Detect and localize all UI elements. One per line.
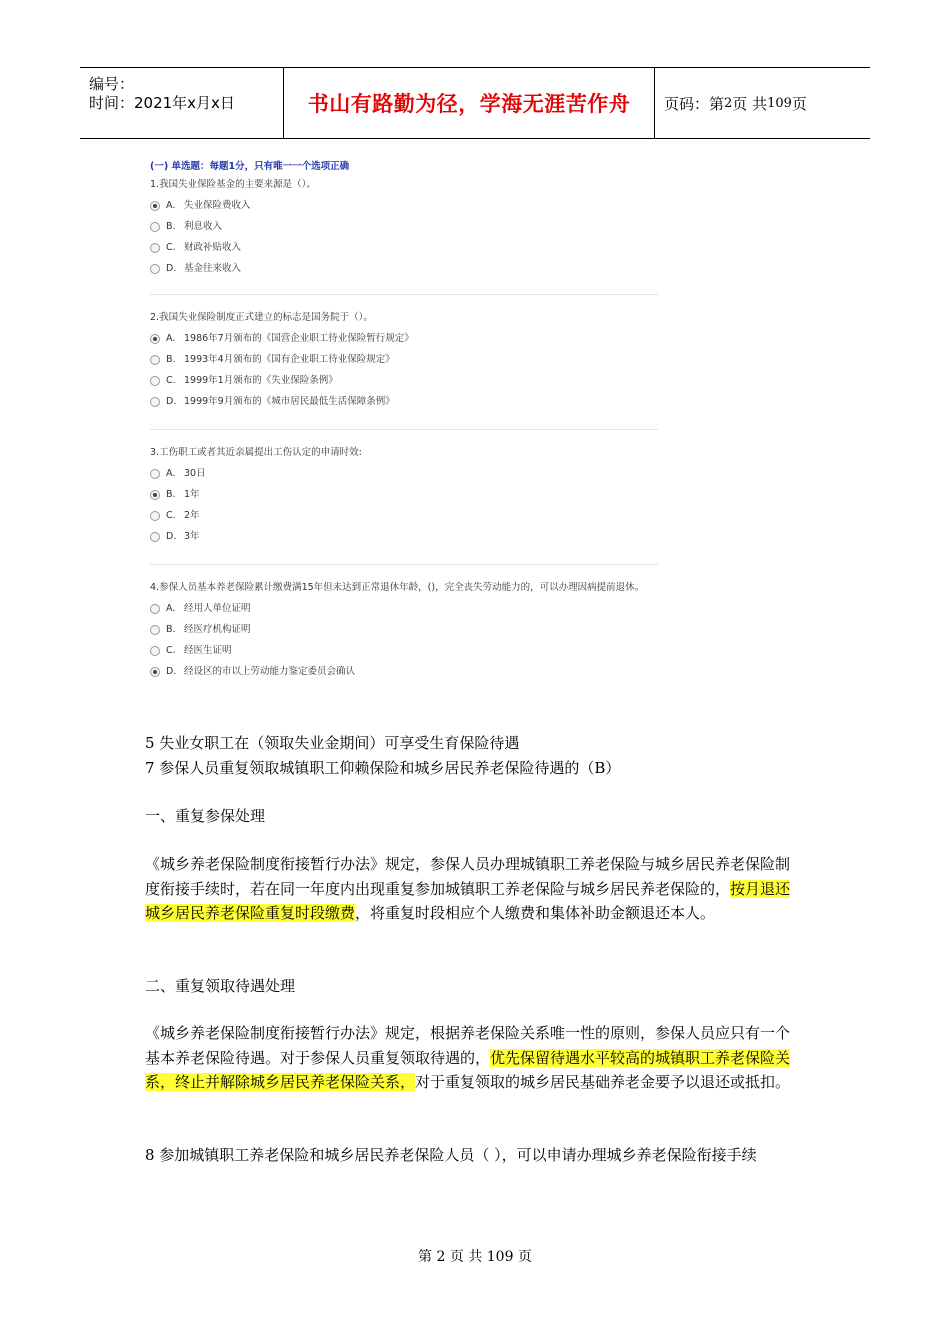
heading-repeat-insurance: 一、重复参保处理 <box>145 807 266 825</box>
document-date: 时间：2021年x月x日 <box>89 94 235 112</box>
page-suffix: 页 <box>791 94 807 113</box>
page-footer: 第 2 页 共 109 页 <box>418 1249 532 1265</box>
radio-icon[interactable] <box>150 469 160 479</box>
question-2 <box>150 308 660 412</box>
paragraph-repeat-insurance <box>145 852 800 926</box>
option-text: 30日 <box>184 468 206 479</box>
question-3 <box>150 443 660 547</box>
option-text: 经医疗机构证明 <box>184 624 251 635</box>
option-key: A. <box>166 468 176 479</box>
option-text: 经用人单位证明 <box>184 603 251 614</box>
option-b[interactable] <box>150 349 660 370</box>
option-key: D. <box>166 531 177 542</box>
option-text: 1993年4月颁布的《国有企业职工待业保险规定》 <box>184 354 395 365</box>
highlighted-text: 按月退还城乡居民养老保险重复时段缴费 <box>145 879 791 922</box>
page-prefix: 页码：第 <box>664 94 725 113</box>
option-c[interactable] <box>150 237 660 258</box>
radio-selected-icon[interactable] <box>150 201 160 211</box>
option-key: B. <box>166 489 176 500</box>
option-key: D. <box>166 396 177 407</box>
header-motto-cell <box>284 68 655 138</box>
option-a[interactable] <box>150 463 660 484</box>
question-divider <box>150 564 658 565</box>
answer-line-5: 5 失业女职工在（领取失业金期间）可享受生育保险待遇 <box>145 734 520 752</box>
option-key: C. <box>166 375 176 386</box>
option-key: A. <box>166 200 176 211</box>
option-key: C. <box>166 645 176 656</box>
option-text: 1986年7月颁布的《国营企业职工待业保险暂行规定》 <box>184 333 414 344</box>
question-divider <box>150 429 658 430</box>
option-d[interactable] <box>150 258 660 279</box>
option-a[interactable] <box>150 195 660 216</box>
document-id-label: 编号： <box>89 75 135 93</box>
motto: 书山有路勤为径，学海无涯苦作舟 <box>307 92 631 116</box>
option-key: D. <box>166 263 177 274</box>
option-a[interactable] <box>150 328 660 349</box>
page-total: 109 <box>767 95 792 111</box>
question-divider <box>150 294 658 295</box>
radio-icon[interactable] <box>150 511 160 521</box>
page-mid: 页 共 <box>732 94 768 113</box>
option-b[interactable] <box>150 619 660 640</box>
page-header <box>80 67 870 139</box>
option-text: 经设区的市以上劳动能力鉴定委员会确认 <box>184 666 356 677</box>
question-8: 8 参加城镇职工养老保险和城乡居民养老保险人员（ ），可以申请办理城乡养老保险衔接手续 <box>145 1146 757 1164</box>
option-key: A. <box>166 333 176 344</box>
paragraph-text: ，将重复时段相应个人缴费和集体补助金额退还本人。 <box>355 904 716 922</box>
question-stem: 2.我国失业保险制度正式建立的标志是国务院于（）。 <box>150 312 373 323</box>
option-key: B. <box>166 354 176 365</box>
heading-repeat-benefits: 二、重复领取待遇处理 <box>145 977 296 995</box>
quiz-screenshot <box>145 150 665 690</box>
paragraph-text: 《城乡养老保险制度衔接暂行办法》规定，参保人员办理城镇职工养老保险与城乡居民养老保险制度衔接手续时，若在同一年度内出现重复参加城镇职工养老保险与城乡居民养老保险的， <box>145 855 791 898</box>
option-key: A. <box>166 603 176 614</box>
option-text: 经医生证明 <box>184 645 232 656</box>
option-text: 3年 <box>184 531 200 542</box>
radio-icon[interactable] <box>150 397 160 407</box>
question-4 <box>150 578 660 682</box>
question-stem: 3.工伤职工或者其近亲属提出工伤认定的申请时效: <box>150 447 362 458</box>
option-key: C. <box>166 510 176 521</box>
page-number: 2 <box>724 95 733 111</box>
option-text: 利息收入 <box>184 221 223 232</box>
paragraph-repeat-benefits <box>145 1021 800 1095</box>
radio-selected-icon[interactable] <box>150 334 160 344</box>
option-key: B. <box>166 624 176 635</box>
paragraph-text: 对于重复领取的城乡居民基础养老金要予以退还或抵扣。 <box>415 1073 791 1091</box>
option-a[interactable] <box>150 598 660 619</box>
section-title: (一) 单选题：每题1分，只有唯一一个选项正确 <box>150 161 350 172</box>
option-text: 1999年1月颁布的《失业保险条例》 <box>184 375 338 386</box>
radio-icon[interactable] <box>150 646 160 656</box>
radio-icon[interactable] <box>150 604 160 614</box>
header-page-info <box>655 68 870 138</box>
option-text: 2年 <box>184 510 200 521</box>
paragraph-text: 《城乡养老保险制度衔接暂行办法》规定，根据养老保险关系唯一性的原则，参保人员应只有一个基本养老保险待遇。对于参保人员重复领取待遇的， <box>145 1024 791 1067</box>
answer-line-7: 7 参保人员重复领取城镇职工仰赖保险和城乡居民养老保险待遇的（B） <box>145 759 621 777</box>
option-d[interactable] <box>150 661 660 682</box>
radio-icon[interactable] <box>150 376 160 386</box>
header-meta <box>80 68 284 138</box>
option-c[interactable] <box>150 640 660 661</box>
radio-selected-icon[interactable] <box>150 667 160 677</box>
option-text: 1年 <box>184 489 200 500</box>
option-text: 基金往来收入 <box>184 263 242 274</box>
option-key: B. <box>166 221 176 232</box>
option-text: 1999年9月颁布的《城市居民最低生活保障条例》 <box>184 396 395 407</box>
radio-icon[interactable] <box>150 264 160 274</box>
option-d[interactable] <box>150 526 660 547</box>
option-c[interactable] <box>150 370 660 391</box>
highlighted-text: 优先保留待遇水平较高的城镇职工养老保险关系，终止并解除城乡居民养老保险关系， <box>145 1048 791 1091</box>
option-d[interactable] <box>150 391 660 412</box>
question-stem: 4.参保人员基本养老保险累计缴费满15年但未达到正常退休年龄，()，完全丧失劳动能力的，可以办理因病提前退休。 <box>150 582 645 593</box>
option-key: C. <box>166 242 176 253</box>
radio-icon[interactable] <box>150 243 160 253</box>
option-c[interactable] <box>150 505 660 526</box>
option-text: 失业保险费收入 <box>184 200 251 211</box>
radio-selected-icon[interactable] <box>150 490 160 500</box>
radio-icon[interactable] <box>150 625 160 635</box>
radio-icon[interactable] <box>150 532 160 542</box>
question-stem: 1.我国失业保险基金的主要来源是（）。 <box>150 179 316 190</box>
radio-icon[interactable] <box>150 355 160 365</box>
question-1 <box>150 175 660 279</box>
option-text: 财政补贴收入 <box>184 242 242 253</box>
option-b[interactable] <box>150 484 660 505</box>
option-b[interactable] <box>150 216 660 237</box>
radio-icon[interactable] <box>150 222 160 232</box>
option-key: D. <box>166 666 177 677</box>
